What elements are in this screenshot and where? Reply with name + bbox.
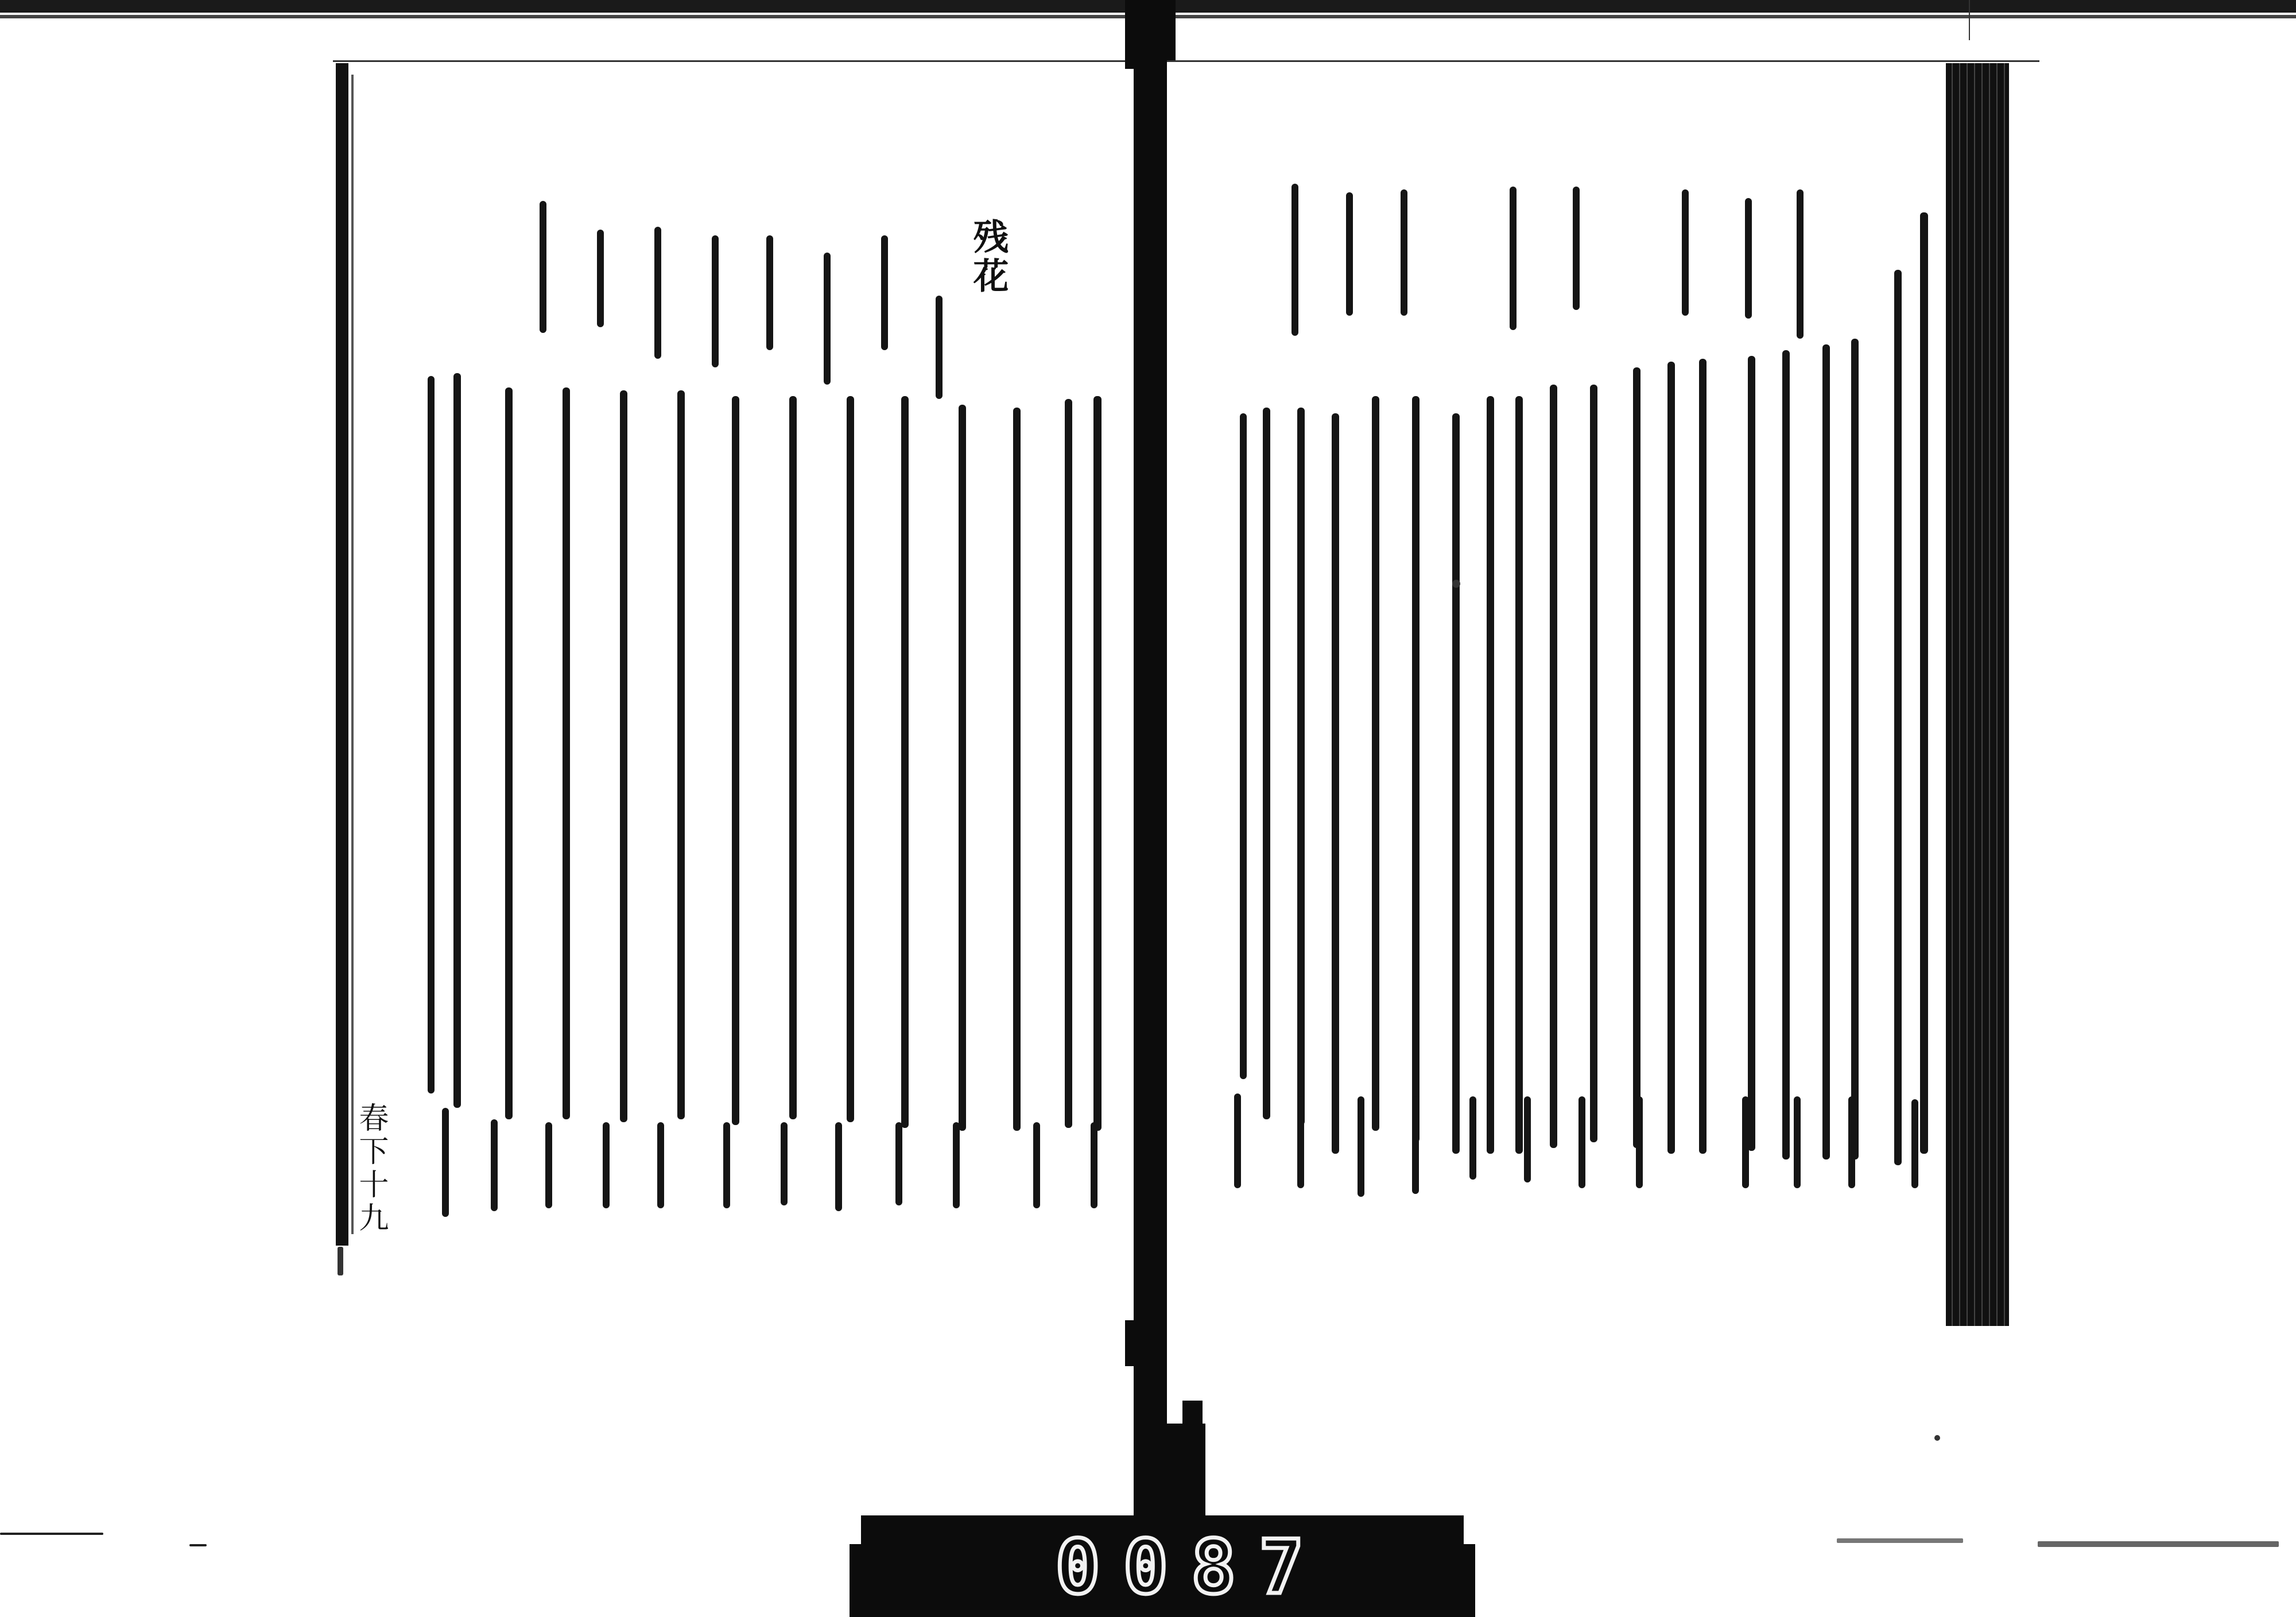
spine-notch: [1125, 1320, 1148, 1366]
scan-speck: [1452, 580, 1460, 588]
page-footer: 春下十九: [354, 1102, 388, 1235]
scan-speck: [1934, 1435, 1940, 1441]
spine-notch: [1165, 1424, 1205, 1521]
scan-mark: [1837, 1538, 1963, 1543]
left-edge-mark: [338, 1247, 343, 1275]
section-heading: 残花: [967, 218, 1009, 296]
scan-mark: [2038, 1541, 2279, 1547]
frame-number: 0087: [1055, 1523, 1327, 1611]
spine-notch: [1182, 1401, 1203, 1429]
scan-mark: [189, 1544, 207, 1546]
scan-mark: [0, 1533, 103, 1535]
left-page-edge: [336, 63, 348, 1246]
gutter-spine: [1134, 0, 1167, 1617]
right-page-edge-texture: [1949, 63, 2006, 1326]
left-page-edge-shadow: [351, 75, 354, 1234]
right-top-mark: [1969, 0, 1970, 40]
